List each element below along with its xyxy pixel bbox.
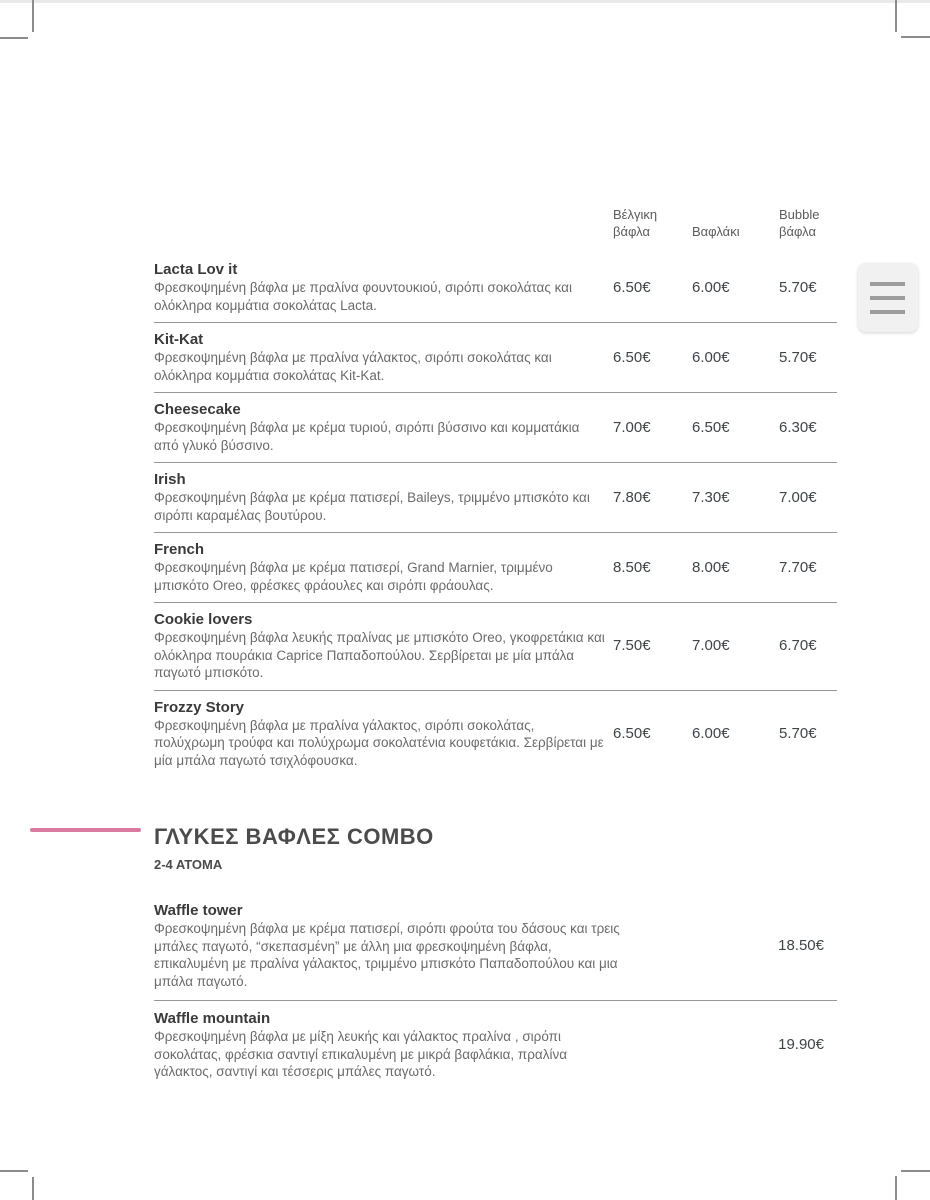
price-column-headers xyxy=(154,206,837,253)
crop-mark xyxy=(895,1176,897,1200)
item-price: 6.50€ xyxy=(692,418,730,436)
item-name: Irish xyxy=(154,471,186,488)
column-header-bubble-waffle: Bubble βάφλα xyxy=(779,207,820,239)
table-row xyxy=(154,253,837,323)
viewport-edge xyxy=(0,0,930,3)
crop-mark xyxy=(901,36,930,38)
crop-mark xyxy=(895,0,897,32)
column-header-small-waffle: Βαφλάκι xyxy=(692,224,740,239)
item-price: 7.50€ xyxy=(613,637,651,655)
combo-section-header xyxy=(154,824,837,872)
item-price: 6.00€ xyxy=(692,278,730,296)
item-price: 5.70€ xyxy=(779,724,817,742)
crop-mark xyxy=(32,1177,34,1200)
item-price: 6.00€ xyxy=(692,724,730,742)
item-description: Φρεσκοψημένη βάφλα με πραλίνα γάλακτος, σιρόπι σοκολάτας, πολύχρωμη τρούφα και πολύχρωμα σοκολατένια κουφετάκια. Σερβίρεται με μία μπάλα παγωτό τσιχλόφουσκα. xyxy=(154,717,604,768)
item-name: Kit-Kat xyxy=(154,331,204,348)
item-name: Waffle mountain xyxy=(154,1010,271,1027)
table-row xyxy=(154,533,837,603)
item-price: 8.00€ xyxy=(692,558,730,576)
item-price: 7.00€ xyxy=(692,637,730,655)
item-name: Lacta Lov it xyxy=(154,261,238,278)
item-description: Φρεσκοψημένη βάφλα με κρέμα πατισερί, Baileys, τριμμένο μπισκότο και σιρόπι καραμέλας βουτύρου. xyxy=(154,490,590,523)
price-table-rows xyxy=(154,253,837,777)
item-description: Φρεσκοψημένη βάφλα με κρέμα πατισερί, σιρόπι φρούτα του δάσους και τρεις μπάλες παγωτό, “σκεπασμένη” με άλλη μια φρεσκοψημένη βάφλα, επικαλυμένη με πραλίνα γάλακτος, τριμμένο μπισκότο Παπαδοπούλου και μια μπάλα παγωτό. xyxy=(154,921,620,989)
crop-mark xyxy=(32,0,34,32)
item-name: French xyxy=(154,541,205,558)
crop-mark xyxy=(0,37,28,39)
item-price: 6.30€ xyxy=(779,418,817,436)
table-row xyxy=(154,393,837,463)
item-price: 7.00€ xyxy=(779,488,817,506)
item-price: 6.50€ xyxy=(613,278,651,296)
item-price: 7.30€ xyxy=(692,488,730,506)
item-name: Cookie lovers xyxy=(154,611,253,628)
item-name: Frozzy Story xyxy=(154,698,245,716)
section-accent-line xyxy=(30,828,141,832)
item-description: Φρεσκοψημένη βάφλα με μίξη λευκής και γάλακτος πραλίνα , σιρόπι σοκολάτας, φρέσκια σαντιγί επικαλυμένη με μικρά βαφλάκια, πραλίνα γάλακτος, σαντιγί και τέσσερις μπάλες παγωτό. xyxy=(154,1029,568,1079)
section-subtitle: 2-4 ΑΤΟΜΑ xyxy=(154,857,223,872)
item-name: Waffle tower xyxy=(154,902,243,919)
item-price: 7.00€ xyxy=(613,418,651,436)
crop-mark xyxy=(901,1170,930,1172)
menu-content xyxy=(154,206,837,1091)
table-row xyxy=(154,463,837,533)
table-row xyxy=(154,1001,837,1091)
hamburger-menu-button[interactable] xyxy=(858,263,918,332)
crop-mark xyxy=(0,1170,28,1172)
section-title: ΓΛΥΚΕΣ ΒΑΦΛΕΣ COMBO xyxy=(154,824,434,849)
item-price: 6.50€ xyxy=(613,348,651,366)
item-description: Φρεσκοψημένη βάφλα λευκής πραλίνας με μπισκότο Oreo, γκοφρετάκια και ολόκληρα πουράκια Caprice Παπαδοπούλου. Σερβίρεται με μία μπάλα παγωτό μπισκότο. xyxy=(154,630,605,680)
item-price: 7.80€ xyxy=(613,488,651,506)
item-price: 6.00€ xyxy=(692,348,730,366)
table-row xyxy=(154,893,837,1001)
table-row xyxy=(154,603,837,691)
item-description: Φρεσκοψημένη βάφλα με κρέμα τυριού, σιρόπι βύσσινο και κομματάκια από γλυκό βύσσινο. xyxy=(154,420,580,453)
item-price: 6.70€ xyxy=(779,637,817,655)
column-header-belgian-waffle: Βέλγικη βάφλα xyxy=(613,207,658,239)
item-price: 18.50€ xyxy=(778,937,824,954)
table-row xyxy=(154,323,837,393)
item-price: 19.90€ xyxy=(778,1036,824,1054)
item-price: 5.70€ xyxy=(779,348,817,366)
item-description: Φρεσκοψημένη βάφλα με πραλίνα φουντουκιού, σιρόπι σοκολάτας και ολόκληρα κομμάτια σοκολάτας Lacta. xyxy=(154,280,572,313)
item-price: 8.50€ xyxy=(613,558,651,576)
table-row xyxy=(154,691,837,778)
item-price: 7.70€ xyxy=(779,558,817,576)
item-description: Φρεσκοψημένη βάφλα με κρέμα πατισερί, Grand Marnier, τριμμένο μπισκότο Oreo, φρέσκες φράουλες και σιρόπι φράουλας. xyxy=(154,560,553,593)
item-price: 6.50€ xyxy=(613,724,651,742)
item-price: 5.70€ xyxy=(779,278,817,296)
combo-items xyxy=(154,893,837,1091)
item-description: Φρεσκοψημένη βάφλα με πραλίνα γάλακτος, σιρόπι σοκολάτας και ολόκληρα κομμάτια σοκολάτας Kit-Kat. xyxy=(154,350,552,383)
item-name: Cheesecake xyxy=(154,401,241,418)
